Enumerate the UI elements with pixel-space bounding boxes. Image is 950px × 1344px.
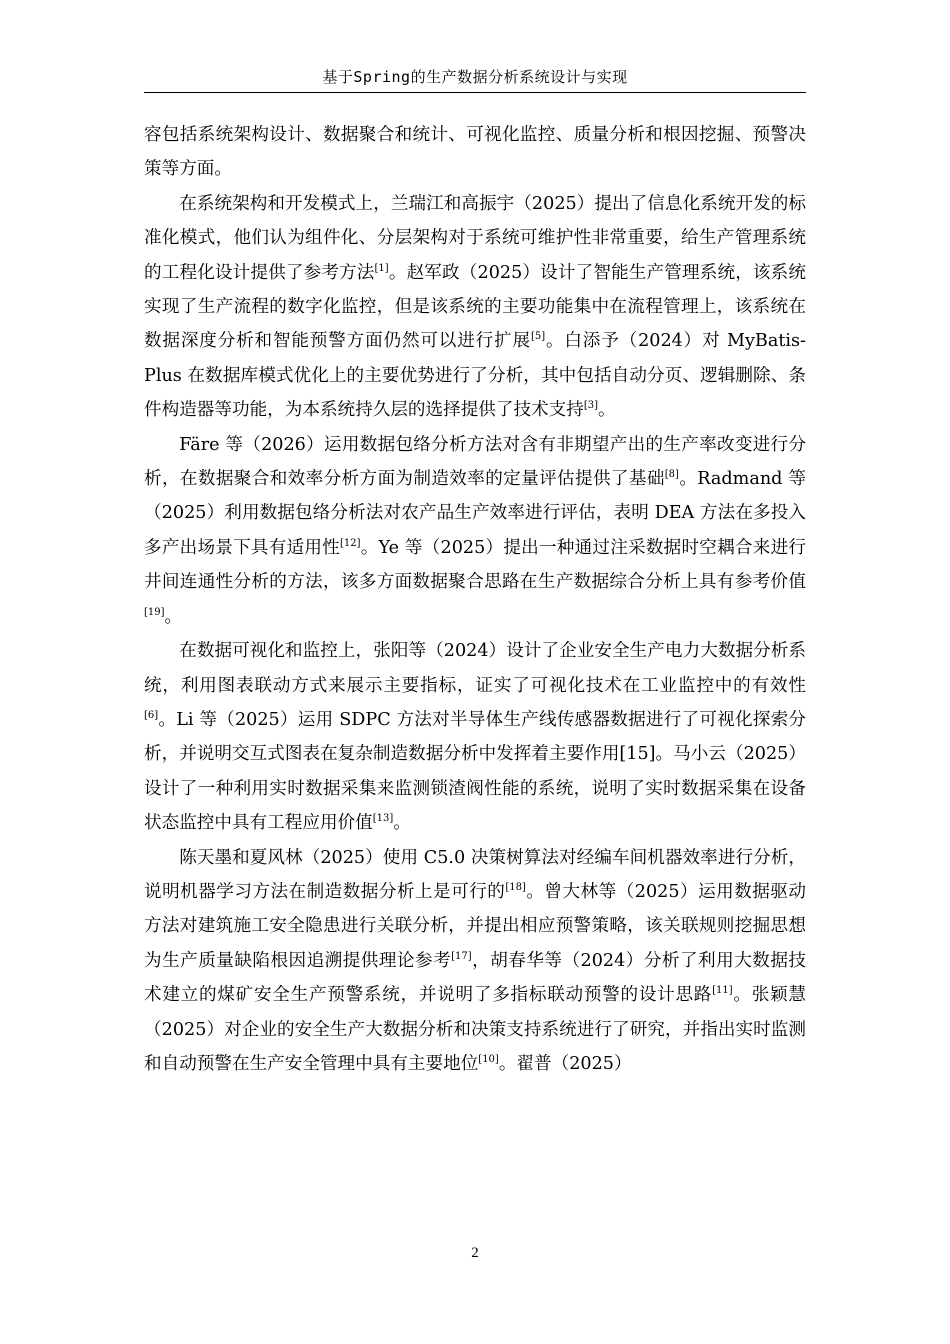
paragraph [144, 428, 806, 634]
citation-marker: [1] [374, 262, 389, 274]
text-run: 陈天墨和夏风林（2025）使用 C5.0 决策树算法对经编车间机器效率进行分析，说明机器学习方法在制造数据分析上是可行的 [144, 847, 806, 902]
text-run: 。白添予（2024）对 MyBatis-Plus 在数据库模式优化上的主要优势进行了分析，其中包括自动分页、逻辑删除、条件构造器等功能，为本系统持久层的选择提供了技术支持 [144, 331, 806, 421]
citation-marker: [8] [664, 469, 679, 481]
citation-marker: [12] [339, 537, 361, 549]
citation-marker: [10] [478, 1053, 499, 1065]
text-run: 。翟普（2025） [498, 1053, 632, 1074]
text-run: 。曾大林等（2025）运用数据驱动方法对建筑施工安全隐患进行关联分析，并提出相应预警策略，该关联规则挖掘思想为生产质量缺陷根因追溯提供理论参考 [144, 881, 806, 971]
citation-marker: [19] [144, 606, 165, 618]
text-run: 在数据可视化和监控上，张阳等（2024）设计了企业安全生产电力大数据分析系统，利用图表联动方式来展示主要指标，证实了可视化技术在工业监控中的有效性 [144, 641, 806, 696]
citation-marker: [5] [530, 331, 546, 343]
paragraph [144, 841, 806, 1082]
text-run: ，胡春华等（2024）分析了利用大数据技术建立的煤矿安全生产预警系统，并说明了多指标联动预警的设计思路 [144, 950, 806, 1006]
body-text [144, 118, 806, 1081]
citation-marker: [6] [144, 709, 159, 721]
citation-marker: [18] [505, 881, 526, 893]
text-run: 容包括系统架构设计、数据聚合和统计、可视化监控、质量分析和根因挖掘、预警决策等方面。 [144, 125, 806, 180]
header-rule [144, 92, 806, 93]
running-header: 基于Spring的生产数据分析系统设计与实现 [322, 68, 628, 86]
citation-marker: [13] [372, 813, 394, 825]
text-run: 。张颖慧（2025）对企业的安全生产大数据分析和决策支持系统进行了研究，并指出实时监测和自动预警在生产安全管理中具有主要地位 [144, 985, 806, 1074]
page-number: 2 [471, 1245, 479, 1261]
text-run: Färe 等（2026）运用数据包络分析方法对含有非期望产出的生产率改变进行分析，在数据聚合和效率分析方面为制造效率的定量评估提供了基础 [144, 434, 806, 490]
paragraph [144, 634, 806, 840]
text-run: 。 [598, 400, 616, 421]
citation-marker: [11] [712, 985, 733, 997]
text-run: 。 [164, 606, 183, 627]
text-run: 在系统架构和开发模式上，兰瑞江和高振宇（2025）提出了信息化系统开发的标准化模式，他们认为组件化、分层架构对于系统可维护性非常重要，给生产管理系统的工程化设计提供了参考方法 [144, 193, 806, 283]
paragraph [144, 118, 806, 187]
text-run: 。 [393, 813, 411, 834]
text-run: 。赵军政（2025）设计了智能生产管理系统，该系统实现了生产流程的数字化监控，但是该系统的主要功能集中在流程管理上，该系统在数据深度分析和智能预警方面仍然可以进行扩展 [144, 262, 806, 352]
citation-marker: [17] [451, 950, 472, 962]
text-run: 。Ye 等（2025）提出一种通过注采数据时空耦合来进行井间连通性分析的方法，该多方面数据聚合思路在生产数据综合分析上具有参考价值 [144, 537, 806, 593]
paragraph [144, 187, 806, 428]
text-run: 。Li 等（2025）运用 SDPC 方法对半导体生产线传感器数据进行了可视化探索分析，并说明交互式图表在复杂制造数据分析中发挥着主要作用[15]。马小云（2025）设计了一种利用实时数据采集来监测锁渣阀性能的系统，说明了实时数据采集在设备状态监控中具有工程应用价值 [144, 709, 806, 834]
citation-marker: [3] [583, 400, 599, 412]
text-run: 。Radmand 等（2025）利用数据包络分析法对农产品生产效率进行评估，表明 DEA 方法在多投入多产出场景下具有适用性 [144, 469, 806, 558]
